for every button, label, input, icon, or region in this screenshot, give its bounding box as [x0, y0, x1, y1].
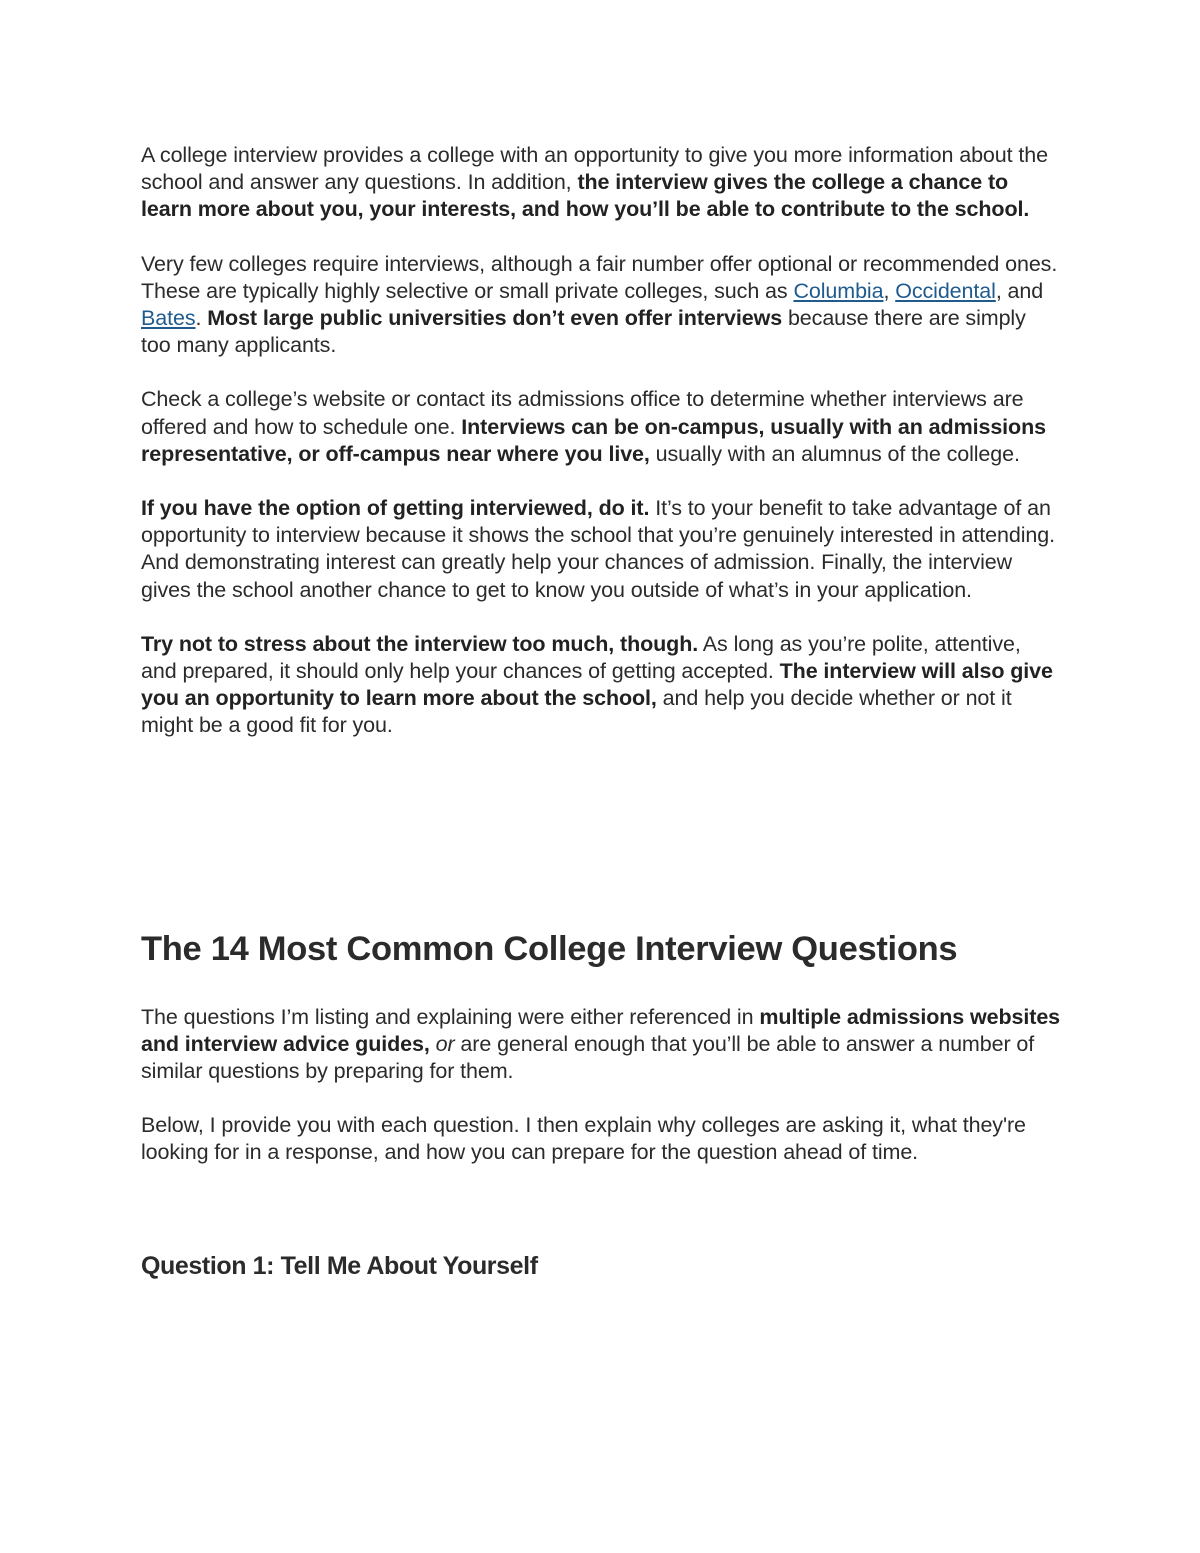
paragraph-option-to-interview [141, 495, 1061, 604]
paragraph-questions-sources [141, 1004, 1061, 1086]
text: Very few colleges require interviews, although a fair number offer optional or recommended ones. These are typically highly selective or small private colleges, such as [141, 251, 1058, 303]
bold-text: the interview gives the college a chance to learn more about you, your interests, and how you’ll be able to contribute to the school. [141, 170, 1030, 222]
text: usually with an alumnus of the college. [649, 441, 1020, 466]
text: , and [995, 278, 1044, 303]
text: It’s to your benefit to take advantage of an opportunity to interview because it shows the school that you’re genuinely interested in attending. And demonstrating interest can greatly help your chances of admission. Finally, the interview gives the school another chance to get to know you outside of what’s in your application. [141, 496, 1055, 602]
paragraph-which-colleges [141, 251, 1061, 360]
paragraph-interview-purpose [141, 142, 1061, 224]
italic-text: or [435, 1031, 455, 1056]
paragraph-check-website [141, 386, 1061, 468]
text: are general enough that you’ll be able to answer a number of similar questions by preparing for them. [141, 1031, 1035, 1084]
text: Check a college’s website or contact its admissions office to determine whether interviews are offered and how to schedule one. [141, 387, 1024, 439]
paragraph-dont-stress [141, 631, 1061, 740]
question-heading: Question 1: Tell Me About Yourself [141, 1251, 538, 1280]
text: A college interview provides a college with an opportunity to give you more information about the school and answer any questions. In addition, [141, 143, 1048, 195]
section-heading: The 14 Most Common College Interview Questions [141, 929, 958, 968]
text: , [883, 278, 896, 303]
link-bates[interactable]: Bates [141, 306, 196, 331]
text: The questions I’m listing and explaining were either referenced in [141, 1004, 760, 1029]
bold-text: Interviews can be on-campus, usually with an admissions representative, or off-campus near where you live, [141, 414, 1046, 466]
text: . [195, 306, 208, 331]
text: As long as you’re polite, attentive, and prepared, it should only help your chances of getting accepted. [141, 631, 1021, 684]
text: because there are simply too many applicants. [141, 306, 1026, 358]
bold-text: If you have the option of getting interviewed, do it. [141, 496, 650, 521]
bold-text: The interview will also give you an opportunity to learn more about the school, [141, 659, 1053, 711]
paragraph-how-explained [141, 1112, 1061, 1166]
bold-text: multiple admissions websites and interview advice guides, [141, 1004, 1061, 1056]
link-columbia[interactable]: Columbia [793, 278, 884, 303]
bold-text: Try not to stress about the interview too much, though. [141, 631, 699, 656]
text: and help you decide whether or not it might be a good fit for you. [141, 686, 1012, 738]
link-occidental[interactable]: Occidental [895, 278, 996, 303]
bold-text: Most large public universities don’t even offer interviews [207, 306, 783, 331]
document-page [141, 142, 1061, 1281]
text: Below, I provide you with each question. I then explain why colleges are asking it, what they're looking for in a response, and how you can prepare for the question ahead of time. [141, 1113, 1026, 1165]
